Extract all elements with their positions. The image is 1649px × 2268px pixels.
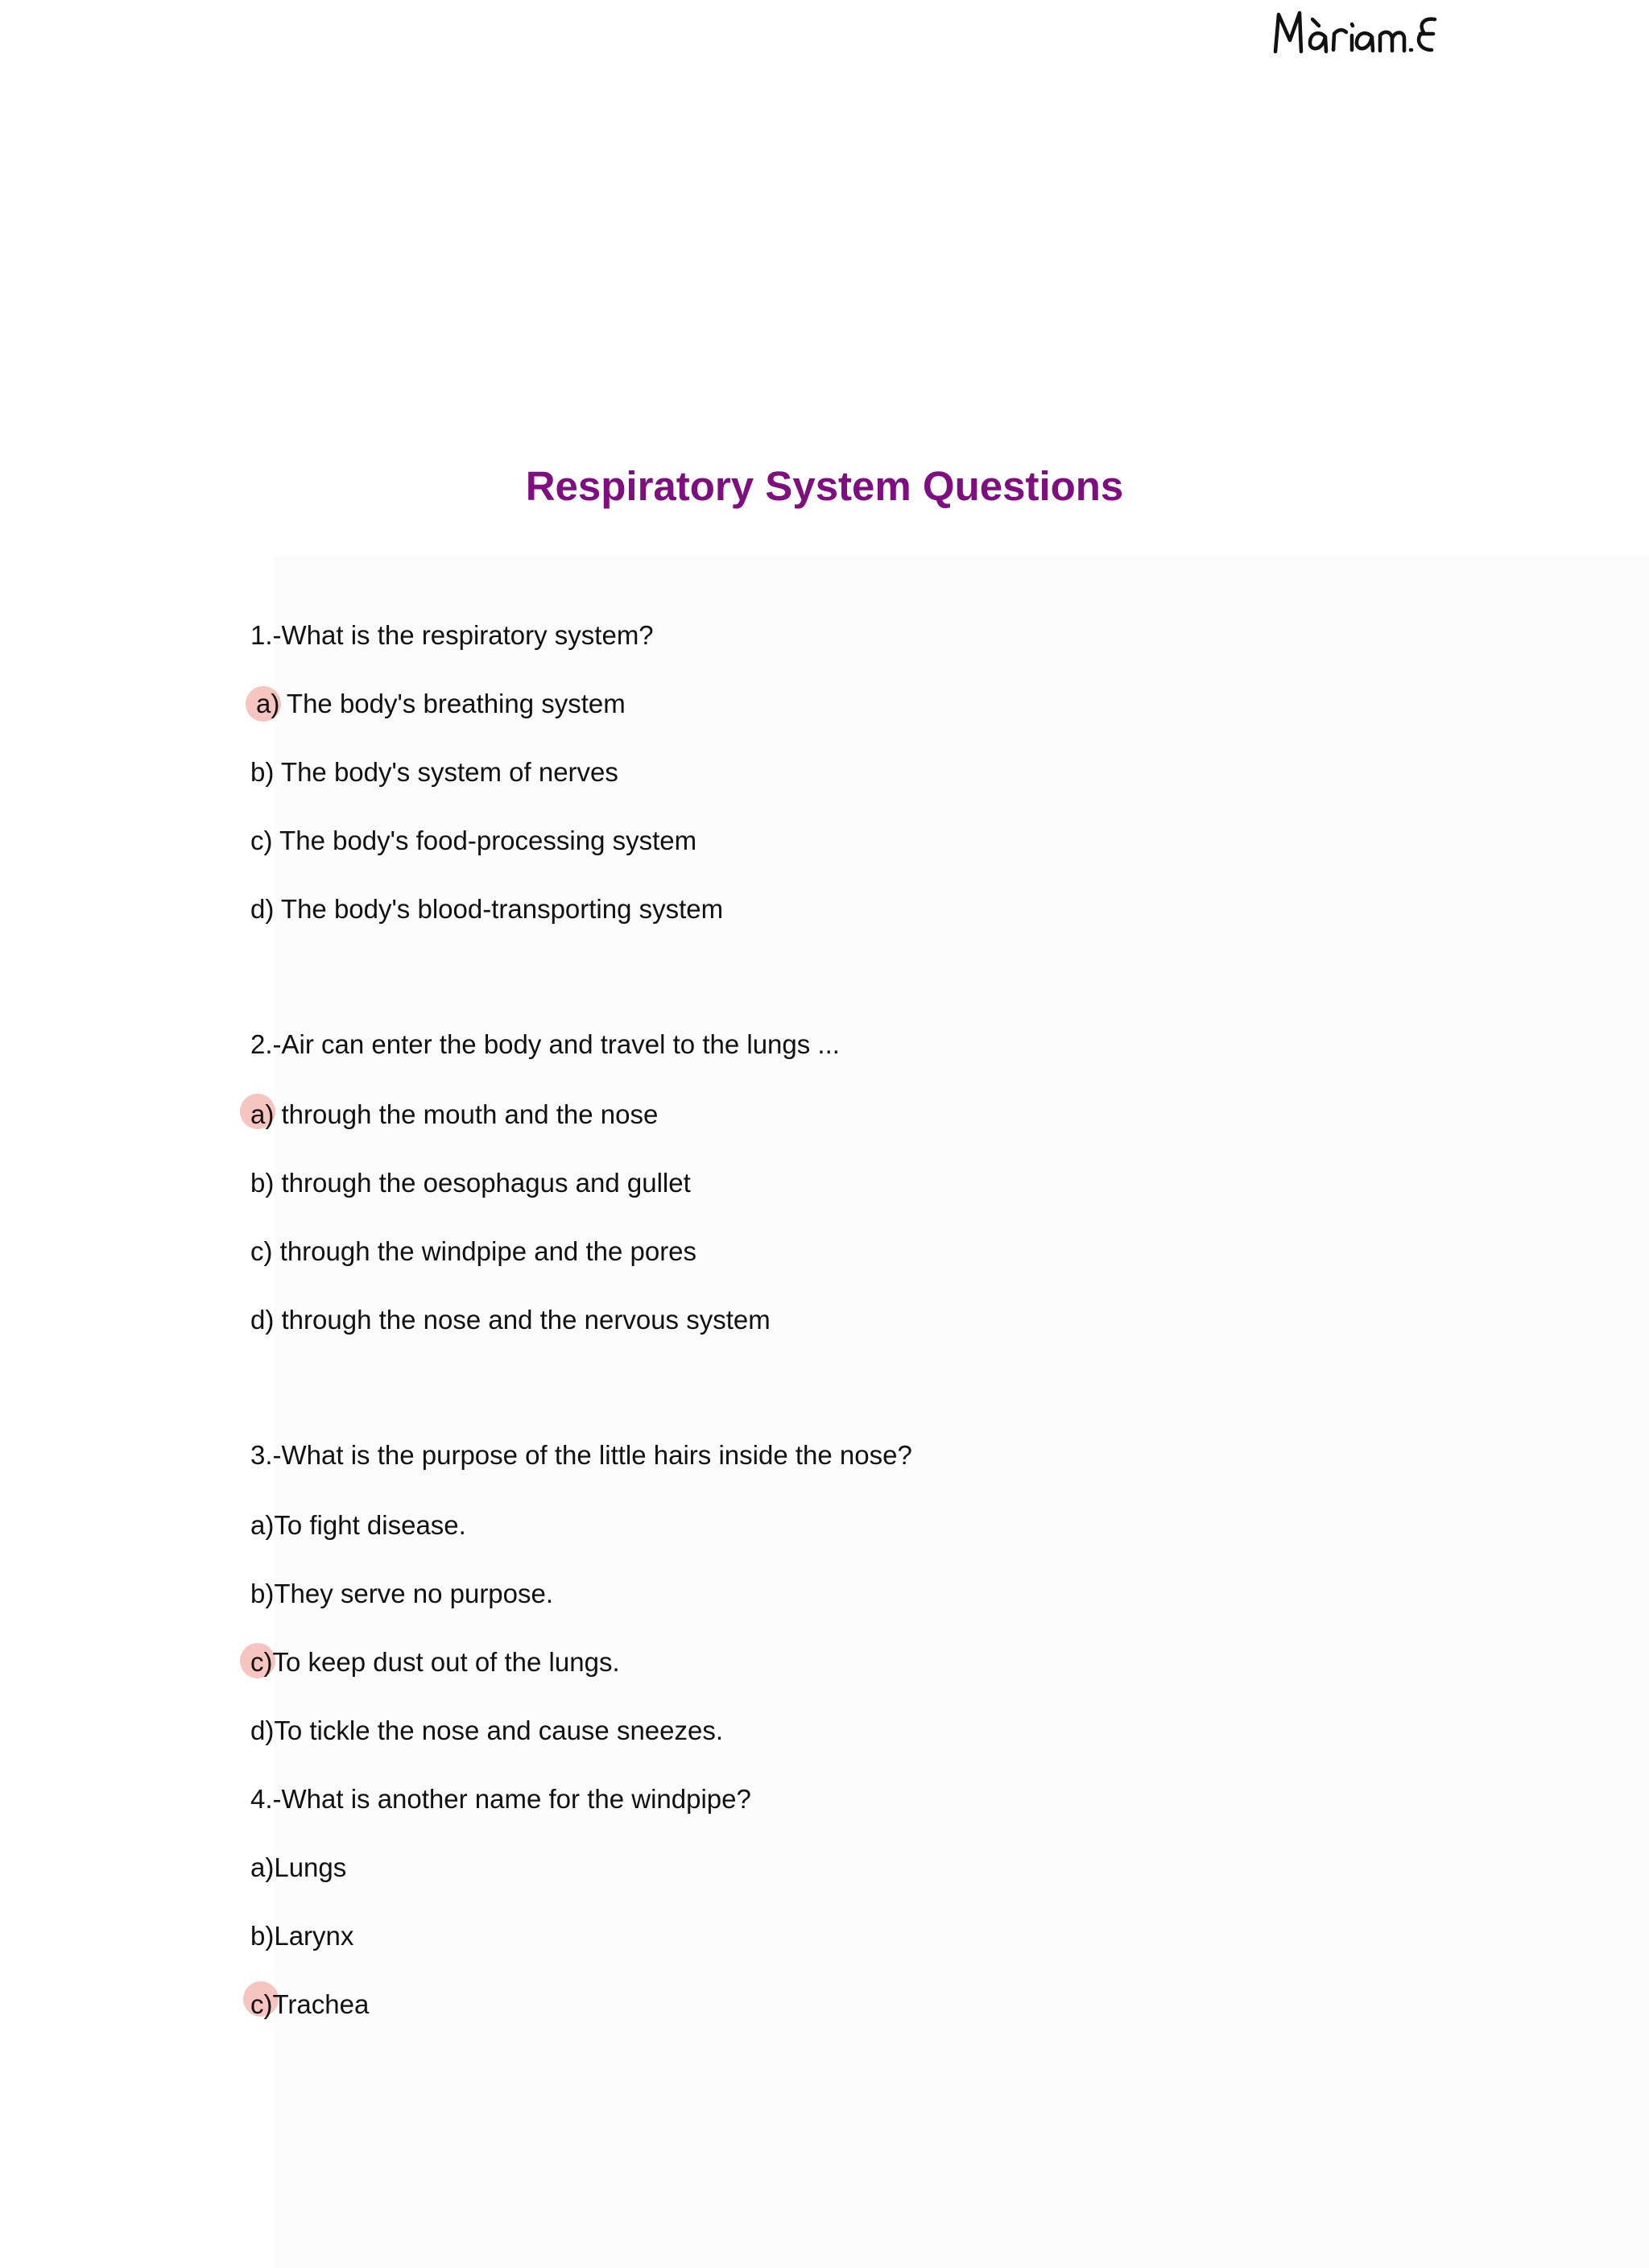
question-3-option-a: a)To fight disease. (250, 1510, 466, 1540)
page-title: Respiratory System Questions (525, 463, 1124, 509)
question-3-option-c: c)To keep dust out of the lungs. (250, 1647, 620, 1677)
question-2-option-c: c) through the windpipe and the pores (250, 1236, 697, 1266)
question-2-option-b: b) through the oesophagus and gullet (250, 1168, 691, 1198)
question-3-text: 3.-What is the purpose of the little hairs inside the nose? (250, 1440, 912, 1470)
question-1-option-c: c) The body's food-processing system (250, 826, 697, 855)
handwritten-signature (1266, 0, 1467, 72)
question-4-text: 4.-What is another name for the windpipe? (250, 1784, 751, 1814)
question-4-option-a: a)Lungs (250, 1852, 347, 1882)
question-1-option-b: b) The body's system of nerves (250, 757, 618, 787)
question-4-option-b: b)Larynx (250, 1921, 354, 1951)
question-2-text: 2.-Air can enter the body and travel to the lungs ... (250, 1029, 840, 1059)
question-3-option-b: b)They serve no purpose. (250, 1579, 554, 1608)
question-4-option-c: c)Trachea (250, 1989, 370, 2019)
question-1-option-a: a) The body's breathing system (256, 689, 626, 718)
question-2-option-d: d) through the nose and the nervous system (250, 1305, 771, 1335)
page-background (274, 556, 1649, 2268)
question-1-option-d: d) The body's blood-transporting system (250, 894, 724, 924)
question-1-text: 1.-What is the respiratory system? (250, 620, 654, 650)
question-2-option-a: a) through the mouth and the nose (250, 1099, 659, 1129)
question-3-option-d: d)To tickle the nose and cause sneezes. (250, 1715, 724, 1745)
